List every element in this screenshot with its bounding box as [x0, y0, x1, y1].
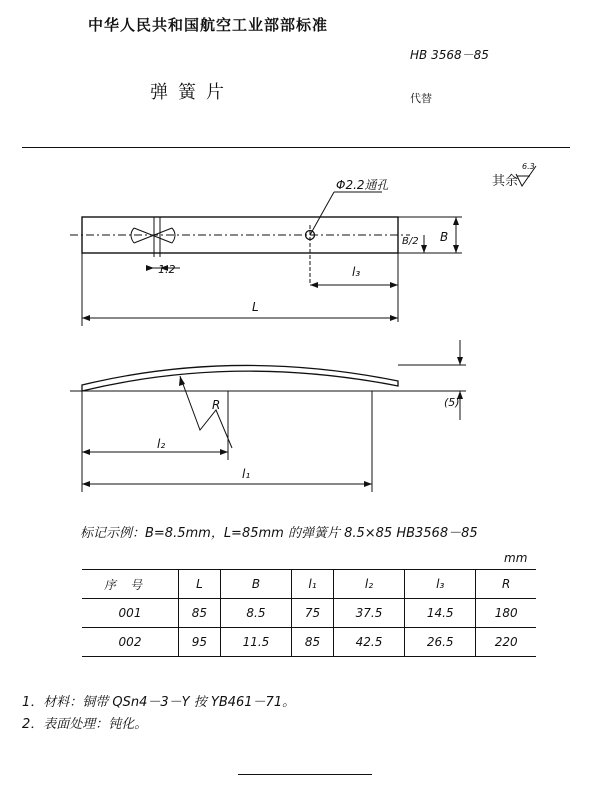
header-cell: B: [220, 570, 291, 599]
header-cell: L: [179, 570, 221, 599]
table-cell: 180: [476, 599, 536, 628]
table-row: [82, 599, 536, 628]
table-header-row: [82, 570, 536, 599]
table-cell: 002: [118, 635, 142, 649]
dim-5-label: (5): [444, 396, 460, 409]
dim-slot-label: 1.2: [158, 263, 176, 276]
table-cell: 42.5: [333, 628, 404, 657]
hole-leader: [310, 192, 334, 235]
spring-plate-side-view: [82, 365, 398, 391]
table-cell: 001: [118, 606, 142, 620]
note-material: 1．材料：铜带 QSn4－3－Y 按 YB461－71。: [22, 695, 296, 710]
arrow-l2-right: [220, 449, 228, 455]
table-cell: 14.5: [405, 599, 476, 628]
arrow-L-left: [82, 315, 90, 321]
arrow-5-top: [457, 357, 463, 365]
table-row: [82, 628, 536, 657]
table-cell: 11.5: [220, 628, 291, 657]
table-cell: 8.5: [220, 599, 291, 628]
table-cell: 220: [476, 628, 536, 657]
arrow-L-right: [390, 315, 398, 321]
roughness-label: 其余: [492, 174, 519, 189]
table-cell: 95: [179, 628, 221, 657]
marking-example: 标记示例：B=8.5mm，L=85mm 的弹簧片 8.5×85 HB3568－85: [80, 526, 478, 541]
arrow-bhalf: [421, 245, 427, 253]
header-cell: 序号: [103, 577, 156, 592]
arrow-l1-right: [364, 481, 372, 487]
arrow-l3-right: [390, 282, 398, 288]
roughness-value: 6.3: [522, 162, 535, 171]
dim-R-label: R: [212, 398, 221, 412]
header-cell: l₁: [292, 570, 334, 599]
standard-number: HB 3568－85: [410, 48, 489, 62]
radius-leader: [180, 376, 232, 448]
table-unit: mm: [504, 551, 528, 565]
dimension-table: [82, 569, 536, 657]
replaces-label: 代替: [410, 92, 432, 105]
header-cell: l₂: [333, 570, 404, 599]
arrow-radius: [179, 376, 185, 386]
dim-L-label: L: [252, 300, 259, 314]
arrow-l3-left: [310, 282, 318, 288]
dim-l3-label: l₃: [352, 265, 361, 279]
arrow-slot-left: [146, 265, 154, 271]
dim-l1-label: l₁: [242, 467, 251, 481]
technical-drawing: [0, 150, 600, 500]
standard-organization: 中华人民共和国航空工业部部标准: [88, 16, 329, 34]
table-cell: 85: [292, 628, 334, 657]
arrow-l1-left: [82, 481, 90, 487]
hole-callout: Φ2.2通孔: [336, 178, 389, 192]
dim-l2-label: l₂: [157, 437, 166, 451]
header-cell: l₃: [405, 570, 476, 599]
dim-b-half-label: B/2: [402, 236, 419, 247]
table-cell: 26.5: [405, 628, 476, 657]
arrow-b-top: [453, 217, 459, 225]
arrow-l2-left: [82, 449, 90, 455]
dim-b-label: B: [440, 230, 449, 244]
end-rule: [238, 774, 372, 775]
header-divider: [22, 147, 570, 148]
table-cell: 37.5: [333, 599, 404, 628]
table-cell: 85: [179, 599, 221, 628]
part-title: 弹簧片: [150, 82, 234, 103]
note-surface-treatment: 2．表面处理：钝化。: [22, 717, 148, 732]
header-cell: R: [476, 570, 536, 599]
table-cell: 75: [292, 599, 334, 628]
arrow-b-bottom: [453, 245, 459, 253]
